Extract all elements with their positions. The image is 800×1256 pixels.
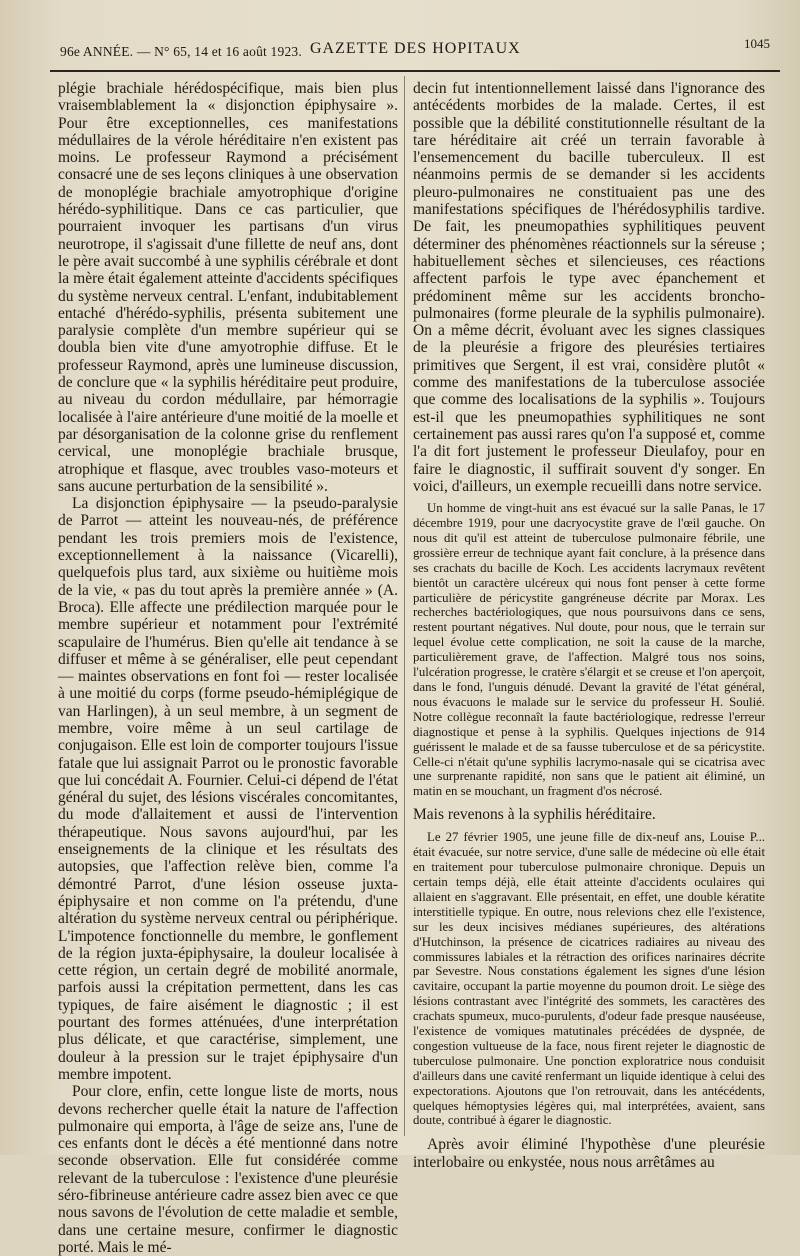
issue-line: 96e ANNÉE. — N° 65, 14 et 16 août 1923. (60, 44, 302, 59)
header-rule (50, 70, 780, 72)
paragraph: decin fut intentionnellement laissé dans l'ignorance des antécédents morbides de la malade. Certes, il est possible que la débilité constitutionnelle résultant de la tare héréditaire ait créé un terrain favorable à l'ensemencement du bacille tuberculeux. Il est néanmoins permis de se demander si les accidents pleuro-pulmonaires ne constituaient pas une des manifestations spécifiques de l'hérédosyphilis tardive. De fait, les pneumopathies syphilitiques peuvent déterminer des phénomènes réactionnels sur la séreuse ; habituellement sèches et silencieuses, ces réactions affectent parfois le type avec épanchement et prédominent même sur les accidents broncho-pulmonaires (forme pleurale de la syphilis pulmonaire). On a même décrit, évoluant avec les signes classiques de la pleurésie a frigore des pleurésies tertiaires primitives que Sergent, il est vrai, considère plutôt « comme des manifestations de la tuberculose associée que comme des localisations de la syphilis ». Toujours est-il que les pneumopathies syphilitiques ne sont certainement pas aussi rares qu'on l'a supposé et, comme l'a dit fort justement le professeur Dieulafoy, pour en faire le diagnostic, il suffirait souvent d'y songer. En voici, d'ailleurs, un exemple recueilli dans notre service. (413, 80, 765, 495)
paragraph: Pour clore, enfin, cette longue liste de morts, nous devons rechercher quelle était la nature de l'affection pulmonaire qui emporta, à l'âge de seize ans, l'une de ces enfants dont le décès a été mentionné dans notre seconde observation. Elle fut considérée comme relevant de la tuberculose : l'existence d'une pleurésie séro-fibrineuse antérieure cadre assez bien avec ce que nous savons de l'évolution de cette maladie et semble, dans une certaine mesure, confirmer le diagnostic porté. Mais le mé- (58, 1083, 398, 1256)
right-column (413, 80, 765, 1171)
page-number: 1045 (744, 36, 770, 51)
case-report: Le 27 février 1905, une jeune fille de dix-neuf ans, Louise P... était évacuée, sur notre service, d'une salle de médecine où elle était en traitement pour tuberculose pulmonaire chronique. Depuis un certain temps déjà, elle était atteinte d'accidents oculaires qui allaient en s'aggravant. Elle présentait, en effet, une double kératite interstitielle typique. En outre, nous relevions chez elle l'existence, sur les deux incisives médianes supérieures, des altérations d'Hutchinson, la présence de cicatrices radiaires au niveau des commissures labiales et la rétraction des orifices narinaires décrite par Sevestre. Nous constations également les signes d'une lésion cavitaire, occupant la partie moyenne du poumon droit. Le siège des lésions contrastant avec l'intégrité des sommets, les caractères des crachats spumeux, muco-purulents, d'odeur fade presque nauséeuse, l'existence de vomiques matutinales précédées de dyspnée, de congestion vultueuse de la face, nous firent rejeter le diagnostic de tuberculose pulmonaire. Une ponction exploratrice nous conduisit d'ailleurs dans une cavité renfermant un liquide identique à celui des expectorations. Ajoutons que l'on retrouvait, dans les antécédents, quelques hémoptysies légères qui, mal interprétées, avaient, sans doute, contribué à égarer le diagnostic. (413, 830, 765, 1128)
paragraph: plégie brachiale hérédospécifique, mais bien plus vraisemblablement la « disjonction épiphysaire ». Pour être exceptionnelles, ces manifestations médullaires de la vérole héréditaire n'en existent pas moins. Le professeur Raymond a précisément consacré une de ses leçons cliniques à une observation de monoplégie brachiale amyotrophique d'origine hérédo-syphilitique. Dans ce cas particulier, que pourraient invoquer les partisans d'un virus neurotrope, il s'agissait d'une fillette de neuf ans, dont le père avait succombé à une syphilis cérébrale et dont la mère était également atteinte d'accidents spécifiques du système nerveux central. L'enfant, indubitablement entaché d'hérédo-syphilis, présenta subitement une paralysie complète d'un membre supérieur qui se doubla bien vite d'une amyotrophie diffuse. Et le professeur Raymond, après une lumineuse discussion, de conclure que « la syphilis héréditaire peut produire, au niveau du cordon médullaire, par hémorragie localisée à l'aire antérieure d'une moitié de la moelle et par désorganisation de la colonne grise du renflement cervical, une monoplégie brachiale brusque, atrophique et flasque, avec troubles vaso-moteurs et sans aucune perturbation de la sensibilité ». (58, 80, 398, 495)
column-separator (404, 76, 405, 1136)
left-column (58, 80, 398, 1256)
journal-title: GAZETTE DES HOPITAUX (310, 40, 521, 57)
paragraph: La disjonction épiphysaire — la pseudo-paralysie de Parrot — atteint les nouveau-nés, de préférence pendant les trois premiers mois de l'existence, exceptionnellement à la naissance (Vicarelli), quelquefois plus tard, aux sixième ou huitième mois de la vie, « pas du tout après la première année » (A. Broca). Elle affecte une prédilection marquée pour le membre supérieur et notamment pour l'extrémité scapulaire de l'humérus. Bien qu'elle ait tendance à se diffuser et même à se généraliser, elle peut cependant — maintes observations en font foi — rester localisée à une moitié du corps (forme pseudo-hémiplégique de van Harlingen), à un seul membre, à un segment de membre, voire même à un seul cartilage de conjugaison. Elle est loin de comporter toujours l'issue fatale que lui assignait Parrot ou le pronostic favorable que lui concédait A. Fournier. Celui-ci dépend de l'état général du sujet, des lésions viscérales concomitantes, du mode d'allaitement et aussi de l'intervention thérapeutique. Nous savons aujourd'hui, par les enseignements de la clinique et les résultats des autopsies, que l'affection relève bien, comme l'a démontré Parrot, d'une lésion osseuse juxta-épiphysaire et non comme on l'a prétendu, d'une altération du système nerveux central ou périphérique. L'impotence fonctionnelle du membre, le gonflement de la région juxta-épiphysaire, la douleur localisée à cette région, un certain degré de mobilité anormale, parfois aussi la crépitation permettent, dans les cas typiques, de faire aisément le diagnostic ; il est pourtant des formes atténuées, d'une interprétation plus délicate, et que caractérise, simplement, une douleur à la pression sur le trajet épiphysaire d'un membre impotent. (58, 495, 398, 1083)
section-subhead: Mais revenons à la syphilis héréditaire. (413, 806, 656, 824)
paragraph: Après avoir éliminé l'hypothèse d'une pleurésie interlobaire ou enkystée, nous nous arrêtâmes au (413, 1136, 765, 1171)
page-header (60, 36, 770, 64)
case-report: Un homme de vingt-huit ans est évacué sur la salle Panas, le 17 décembre 1919, pour une dacryocystite grave de l'œil gauche. On nous dit qu'il est atteint de tuberculose pulmonaire fébrile, une grossière erreur de technique ayant fait conclure, à la présence dans ses crachats du bacille de Koch. Les accidents lacrymaux revêtent bientôt un caractère ulcéreux qui nous font penser à cette forme particulière de péricystite gangréneuse décrite par Morax. Les recherches bactériologiques, que nous poursuivons dans ce sens, restent pourtant négatives. Nul doute, pour nous, que le terrain sur lequel évolue cette complication, ne soit la cause de la marche, particulièrement grave, de l'affection. Malgré tous nos soins, l'ulcération progresse, le cratère s'élargit et se creuse et l'on aperçoit, dans le fond, l'unguis dénudé. Devant la gravité de l'état général, nous évacuons le malade sur le service du professeur H. Soulié. Notre collègue reconnaît la faute bactériologique, redresse l'erreur diagnostique et pense à la syphilis. Quelques injections de 914 guérissent le malade et de sa fausse tuberculose et de sa péricystite. Celle-ci n'était qu'une syphilis lacrymo-nasale qui se cicatrisa avec une surprenante rapidité, non sans que le patient ait éliminé, un matin en se mouchant, un fragment d'os nécrosé. (413, 501, 765, 799)
